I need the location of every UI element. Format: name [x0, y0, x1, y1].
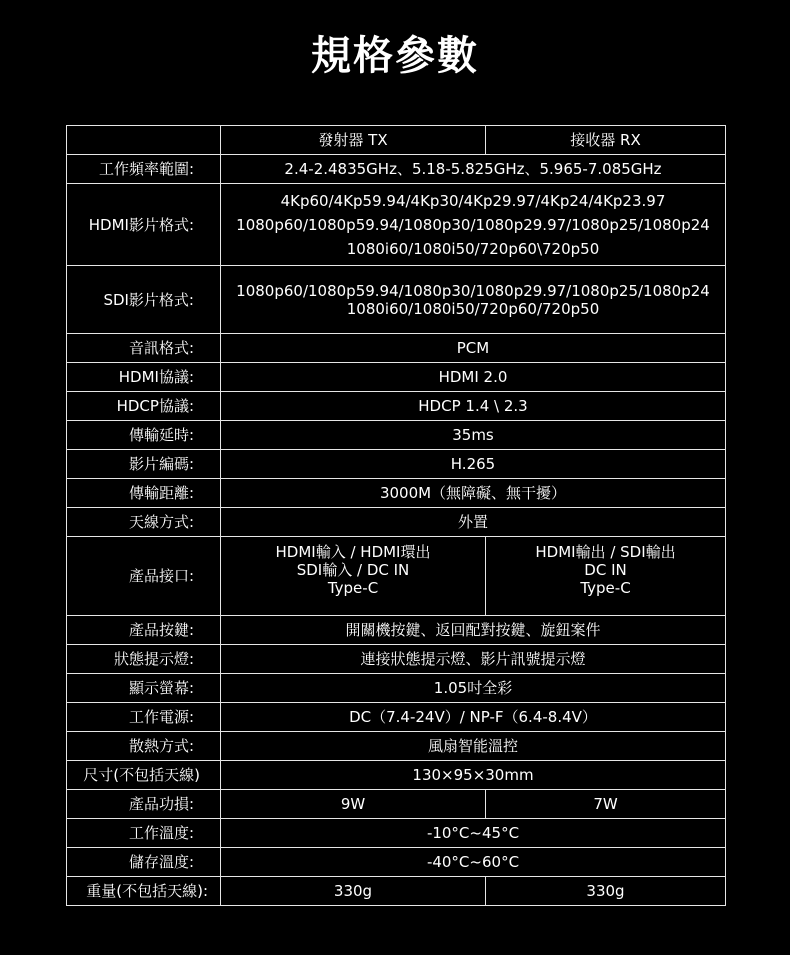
spec-table — [66, 125, 726, 906]
row-indicator — [67, 645, 726, 674]
row-label: 重量(不包括天線): — [67, 877, 221, 906]
row-audio — [67, 334, 726, 363]
row-label: 產品按鍵: — [67, 616, 221, 645]
row-value: 外置 — [221, 508, 726, 537]
row-label: SDI影片格式: — [67, 266, 221, 334]
row-screen — [67, 674, 726, 703]
page-title: 規格參數 — [311, 33, 479, 79]
value-line: Type-C — [580, 579, 631, 597]
row-label: 傳輸距離: — [67, 479, 221, 508]
row-value: HDCP 1.4 \ 2.3 — [221, 392, 726, 421]
row-label: 影片編碼: — [67, 450, 221, 479]
row-weight — [67, 877, 726, 906]
value-line: 1080p60/1080p59.94/1080p30/1080p29.97/1080p25/1080p24 — [236, 215, 710, 234]
header-empty-cell — [67, 126, 221, 155]
row-distance — [67, 479, 726, 508]
row-value: -10°C~45°C — [221, 819, 726, 848]
value-line: Type-C — [327, 579, 379, 597]
row-label: 產品功損: — [67, 790, 221, 819]
row-hdmi-protocol — [67, 363, 726, 392]
rx-value: 7W — [486, 790, 726, 819]
row-value — [221, 266, 726, 334]
row-value: H.265 — [221, 450, 726, 479]
row-sdi-format — [67, 266, 726, 334]
row-value: PCM — [221, 334, 726, 363]
row-label: 散熱方式: — [67, 732, 221, 761]
header-row — [67, 126, 726, 155]
tx-ports-cell — [221, 537, 486, 616]
row-value: 130×95×30mm — [221, 761, 726, 790]
row-value: DC（7.4-24V）/ NP-F（6.4-8.4V） — [221, 703, 726, 732]
row-value: 1.05吋全彩 — [221, 674, 726, 703]
row-codec — [67, 450, 726, 479]
row-work-temp — [67, 819, 726, 848]
row-label: 傳輸延時: — [67, 421, 221, 450]
value-line: 1080i60/1080i50/720p60/720p50 — [346, 299, 600, 318]
row-label: 尺寸(不包括天線) — [67, 761, 221, 790]
row-buttons — [67, 616, 726, 645]
row-hdcp — [67, 392, 726, 421]
tx-value: 9W — [221, 790, 486, 819]
row-consumption — [67, 790, 726, 819]
value-line: 1080p60/1080p59.94/1080p30/1080p29.97/1080p25/1080p24 — [236, 281, 710, 300]
row-label: 音訊格式: — [67, 334, 221, 363]
row-value: 3000M（無障礙、無干擾） — [221, 479, 726, 508]
row-cooling — [67, 732, 726, 761]
row-label: 天線方式: — [67, 508, 221, 537]
row-value: -40°C~60°C — [221, 848, 726, 877]
row-label: 工作溫度: — [67, 819, 221, 848]
row-label: HDCP協議: — [67, 392, 221, 421]
row-label: 工作頻率範圍: — [67, 155, 221, 184]
tx-value: 330g — [221, 877, 486, 906]
row-value: HDMI 2.0 — [221, 363, 726, 392]
row-hdmi-format — [67, 184, 726, 266]
row-label: HDMI協議: — [67, 363, 221, 392]
row-latency — [67, 421, 726, 450]
row-antenna — [67, 508, 726, 537]
row-value: 35ms — [221, 421, 726, 450]
row-size — [67, 761, 726, 790]
value-line: 1080i60/1080i50/720p60\720p50 — [346, 239, 600, 258]
header-rx: 接收器 RX — [486, 126, 726, 155]
row-label: 儲存溫度: — [67, 848, 221, 877]
row-value: 風扇智能溫控 — [221, 732, 726, 761]
row-ports — [67, 537, 726, 616]
row-storage-temp — [67, 848, 726, 877]
value-line: 4Kp60/4Kp59.94/4Kp30/4Kp29.97/4Kp24/4Kp23.97 — [280, 191, 666, 210]
rx-ports-cell — [486, 537, 726, 616]
row-value: 連接狀態提示燈、影片訊號提示燈 — [221, 645, 726, 674]
header-tx: 發射器 TX — [221, 126, 486, 155]
value-line: HDMI輸入 / HDMI環出 — [275, 543, 431, 561]
row-value: 2.4-2.4835GHz、5.18-5.825GHz、5.965-7.085GHz — [221, 155, 726, 184]
row-value — [221, 184, 726, 266]
row-value: 開關機按鍵、返回配對按鍵、旋鈕案件 — [221, 616, 726, 645]
row-label: 狀態提示燈: — [67, 645, 221, 674]
row-label: 工作電源: — [67, 703, 221, 732]
row-power — [67, 703, 726, 732]
row-label: HDMI影片格式: — [67, 184, 221, 266]
value-line: HDMI輸出 / SDI輸出 — [535, 543, 676, 561]
row-label: 產品接口: — [67, 537, 221, 616]
row-label: 顯示螢幕: — [67, 674, 221, 703]
rx-value: 330g — [486, 877, 726, 906]
value-line: SDI輸入 / DC IN — [296, 561, 410, 579]
value-line: DC IN — [584, 561, 627, 579]
row-freq — [67, 155, 726, 184]
